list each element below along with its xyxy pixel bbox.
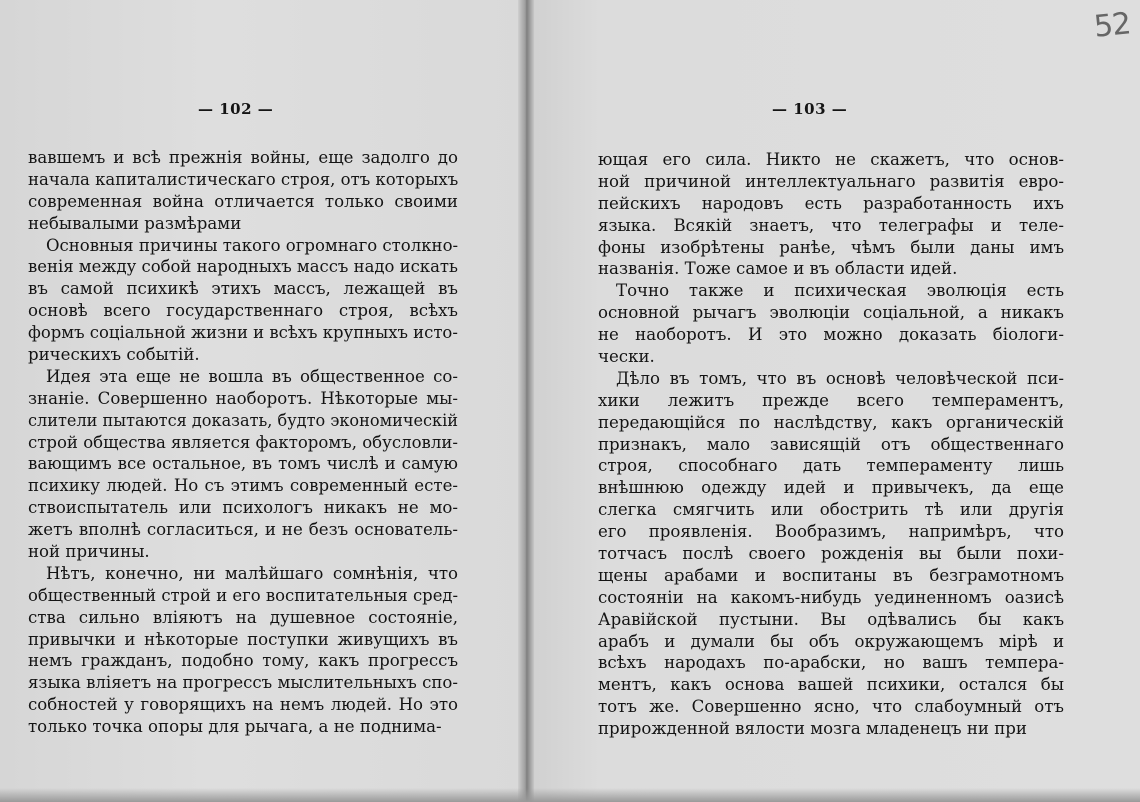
text-line: только точка опоры для рычага, а не поднима- — [28, 717, 442, 737]
text-line: хики лежитъ прежде всего темпераментъ, — [598, 390, 1064, 410]
text-line: вавшемъ и всѣ прежнія войны, еще задолго до — [28, 148, 459, 167]
text-line: прирожденной вялости мозга младенецъ ни при — [598, 719, 1027, 739]
text-line: привычки и нѣкоторые поступки живущихъ въ — [28, 629, 458, 649]
text-line: Основныя причины такого огромнаго столкно- — [46, 235, 459, 255]
text-line: внѣшнюю одежду идей и привычекъ, да еще — [598, 478, 1064, 498]
text-line: тотъ же. Совершенно ясно, что слабоумный отъ — [598, 697, 1064, 717]
text-line: пейскихъ народовъ есть разработанность ихъ — [598, 193, 1064, 213]
text-line: немъ гражданъ, подобно тому, какъ прогрессъ — [28, 651, 459, 671]
text-line: Аравійской пустыни. Вы одѣвались бы какъ — [598, 609, 1064, 629]
text-line: языка вліяетъ на прогрессъ мыслительныхъ спо- — [28, 673, 458, 693]
text-line: венія между собой народныхъ массъ надо искать — [28, 257, 458, 277]
text-line: основѣ всего государственнаго строя, всѣхъ — [28, 301, 458, 321]
text-line: арабъ и думали бы объ окружающемъ мірѣ и — [598, 631, 1065, 651]
text-line: небывалыми размѣрами — [28, 213, 242, 233]
text-line: начала капиталистическаго строя, отъ которыхъ — [28, 169, 459, 189]
text-line: Дѣло въ томъ, что въ основѣ человѣческой пси- — [616, 368, 1064, 388]
text-line: тотчасъ послѣ своего рожденія вы были похи- — [598, 544, 1064, 564]
text-line: вающимъ все остальное, въ томъ числѣ и самую — [28, 454, 458, 474]
left-page-text — [28, 147, 458, 738]
text-line: Нѣтъ, конечно, ни малѣйшаго сомнѣнія, что — [46, 563, 458, 583]
text-line: рическихъ событій. — [28, 345, 200, 365]
page-bottom-shadow — [0, 788, 1140, 802]
text-line: собностей у говорящихъ на немъ людей. Но это — [28, 695, 458, 715]
text-line: формъ соціальной жизни и всѣхъ крупныхъ исто- — [28, 323, 458, 343]
text-line: въ самой психикѣ этихъ массъ, лежащей въ — [28, 279, 458, 299]
text-line: не наоборотъ. И это можно доказать біологи- — [598, 325, 1064, 345]
text-line: ной причиной интеллектуальнаго развитія евро- — [598, 171, 1064, 191]
text-line: ющая его сила. Никто не скажетъ, что основ- — [598, 150, 1064, 169]
text-line: чески. — [598, 347, 655, 367]
text-line: ствоиспытатель или психологъ никакъ не мо- — [28, 498, 458, 518]
text-line: строй общества является факторомъ, обусловли- — [28, 432, 458, 452]
text-line: щены арабами и воспитаны въ безграмотномъ — [598, 565, 1065, 585]
text-line: жетъ вполнѣ согласиться, и не безъ основатель- — [28, 520, 458, 540]
text-line: признакъ, мало зависящій отъ общественнаго — [598, 434, 1065, 454]
right-page-text — [598, 149, 1064, 740]
text-line: знаніе. Совершенно наоборотъ. Нѣкоторые мы- — [28, 388, 458, 408]
book-gutter — [518, 0, 534, 802]
text-line: состояніи на какомъ-нибудь уединенномъ оазисѣ — [598, 587, 1065, 607]
text-line: фоны изобрѣтены ранѣе, чѣмъ были даны имъ — [598, 237, 1065, 257]
text-line: Идея эта еще не вошла въ общественное со- — [46, 366, 458, 386]
text-line: основной рычагъ эволюціи соціальной, а никакъ — [598, 303, 1064, 323]
handwritten-folio-number: 52 — [1092, 6, 1132, 45]
text-line: ства сильно вліяютъ на душевное состояніе, — [28, 607, 458, 627]
text-line: передающійся по наслѣдству, какъ органическій — [598, 412, 1064, 432]
text-line: его проявленія. Вообразимъ, напримѣръ, что — [598, 522, 1065, 542]
text-line: слегка смягчить или обострить тѣ или другія — [598, 500, 1064, 520]
text-line: названія. Тоже самое и въ области идей. — [598, 259, 958, 279]
text-line: современная война отличается только своими — [28, 191, 458, 211]
text-line: ментъ, какъ основа вашей психики, остался бы — [598, 675, 1064, 695]
text-line: ной причины. — [28, 542, 150, 562]
text-line: общественный строй и его воспитательныя сред- — [28, 585, 459, 605]
text-line: строя, способнаго дать темпераменту лишь — [598, 456, 1065, 476]
text-line: языка. Всякій знаетъ, что телеграфы и теле- — [598, 215, 1064, 235]
text-line: психику людей. Но съ этимъ современный есте- — [28, 476, 459, 496]
text-line: слители пытаются доказать, будто экономическій — [28, 410, 459, 430]
text-line: Точно также и психическая эволюція есть — [616, 281, 1064, 301]
page-number-right: — 103 — — [772, 100, 848, 118]
text-line: всѣхъ народахъ по-арабски, но вашъ темпера- — [598, 653, 1065, 673]
left-page — [0, 0, 526, 802]
page-number-left: — 102 — — [198, 100, 274, 118]
right-page — [526, 0, 1140, 802]
